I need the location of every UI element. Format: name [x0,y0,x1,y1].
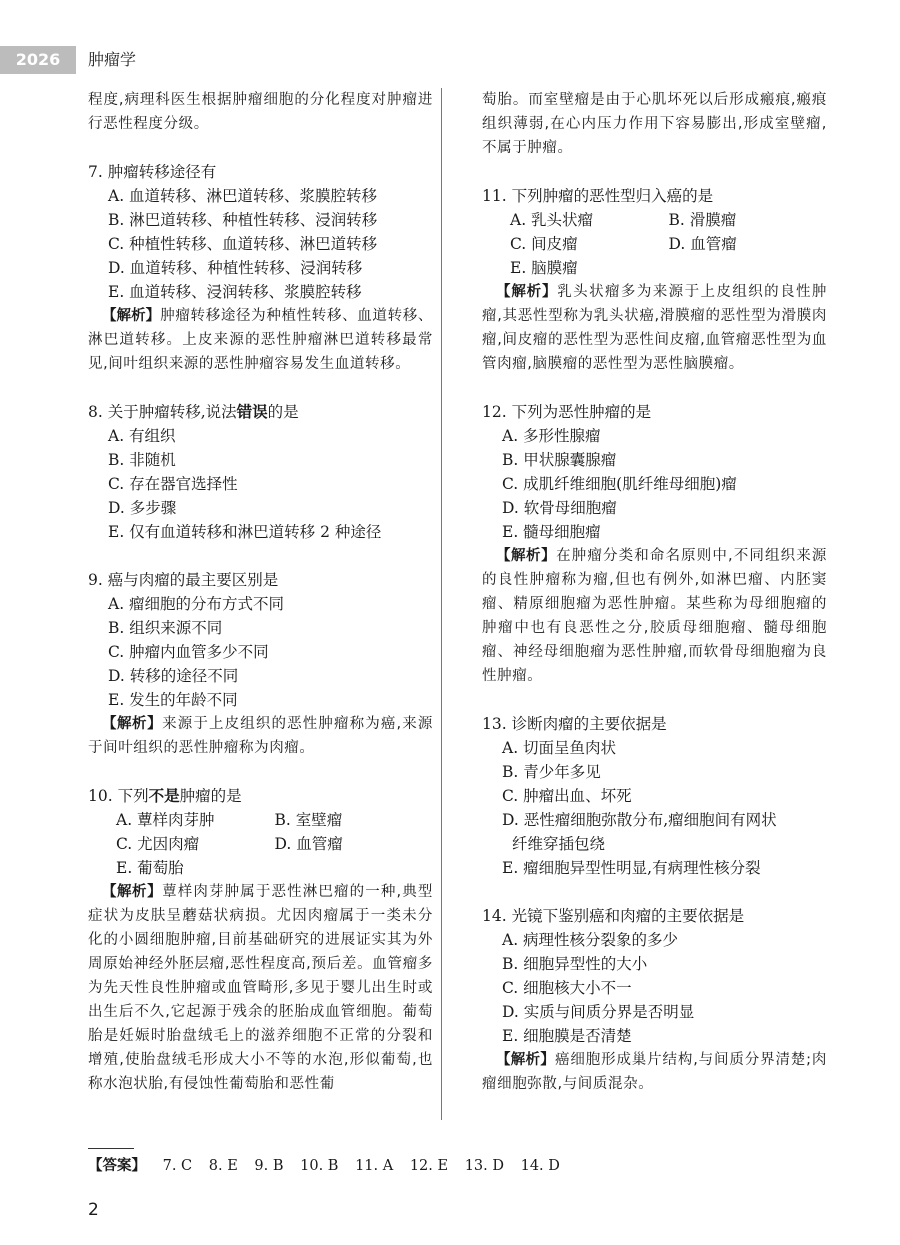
option-a: A. 多形性腺瘤 [502,427,601,445]
option-b: B. 淋巴道转移、种植性转移、浸润转移 [108,211,378,229]
answer-item: 9. B [254,1158,284,1174]
explanation-text: 在肿瘤分类和命名原则中,不同组织来源的良性肿瘤称为瘤,但也有例外,如淋巴瘤、内胚窦瘤、精原细胞瘤为恶性肿瘤。某些称为母细胞瘤的肿瘤中也有良恶性之分,胶质母细胞瘤、髓母细胞瘤、神经母细胞瘤为恶性肿瘤,而软骨母细胞瘤为良性肿瘤。 [482,548,828,684]
option-c: C. 存在器官选择性 [108,475,238,493]
right-column [482,88,827,1096]
intro-continuation: 程度,病理科医生根据肿瘤细胞的分化程度对肿瘤进行恶性程度分级。 [88,92,433,132]
option-e: E. 瘤细胞异型性明显,有病理性核分裂 [502,859,761,877]
option-a: A. 血道转移、淋巴道转移、浆膜腔转移 [108,187,378,205]
question-stem [88,400,433,424]
question-9 [88,568,433,760]
option-a: A. 病理性核分裂象的多少 [502,931,679,949]
option-e: E. 葡萄胎 [116,859,184,877]
explanation [482,280,827,376]
explanation-label: 【解析】 [496,548,557,564]
option-c: C. 细胞核大小不一 [502,979,632,997]
option-row [116,832,433,856]
option-d: D. 实质与间质分界是否明显 [502,1003,695,1021]
explanation-label: 【解析】 [496,284,558,300]
question-11 [482,184,827,376]
answer-item: 7. C [162,1158,193,1174]
running-title: 肿瘤学 [88,50,137,69]
option-d: D. 血管瘤 [668,235,737,253]
option-c: C. 肿瘤出血、坏死 [502,787,632,805]
question-7 [88,160,433,376]
option-d: D. 软骨母细胞瘤 [502,499,617,517]
column-divider [441,88,442,1120]
explanation-text: 来源于上皮组织的恶性肿瘤称为癌,来源于间叶组织的恶性肿瘤称为肉瘤。 [88,716,434,756]
question-stem: 13. 诊断肉瘤的主要依据是 [482,715,667,733]
question-stem [88,784,433,808]
explanation-text: 癌细胞形成巢片结构,与间质分界清楚;肉瘤细胞弥散,与间质混杂。 [482,1052,828,1092]
explanation-label: 【解析】 [496,1052,556,1068]
option-row [510,232,827,256]
option-b: B. 甲状腺囊腺瘤 [502,451,617,469]
year-badge: 2026 [0,46,76,74]
answer-item: 14. D [520,1158,560,1174]
question-12 [482,400,827,688]
stem-emphasis: 错误 [236,402,268,421]
answer-item: 10. B [300,1158,339,1174]
option-e: E. 发生的年龄不同 [108,691,238,709]
stem-text: 的是 [267,403,299,421]
explanation-continuation: 萄胎。而室壁瘤是由于心肌坏死以后形成瘢痕,瘢痕组织薄弱,在心内压力作用下容易膨出,形成室壁瘤,不属于肿瘤。 [482,92,827,156]
option-b: B. 滑膜瘤 [668,211,737,229]
option-e: E. 血道转移、浸润转移、浆膜腔转移 [108,283,362,301]
explanation [482,1048,827,1096]
option-e: E. 细胞膜是否清楚 [502,1027,632,1045]
explanation [88,304,433,376]
option-c: C. 成肌纤维细胞(肌纤维母细胞)瘤 [502,475,737,493]
option-d: D. 血管瘤 [274,835,343,853]
option-e: E. 髓母细胞瘤 [502,523,601,541]
question-14 [482,904,827,1096]
option-e: E. 脑膜瘤 [510,259,578,277]
question-8 [88,400,433,544]
option-d-continuation: 纤维穿插包绕 [512,835,606,853]
option-row [510,208,827,232]
option-b: B. 青少年多见 [502,763,601,781]
stem-text: 10. 下列 [88,787,149,805]
page-number: 2 [88,1200,99,1220]
question-stem: 12. 下列为恶性肿瘤的是 [482,403,652,421]
stem-text: 8. 关于肿瘤转移,说法 [88,403,237,421]
option-row [116,856,433,880]
explanation-text: 蕈样肉芽肿属于恶性淋巴瘤的一种,典型症状为皮肤呈蘑菇状病损。尤因肉瘤属于一类未分化的小圆细胞肿瘤,目前基础研究的进展证实其为外周原始神经外胚层瘤,恶性程度高,预后差。血管瘤多为先天性良性肿瘤或血管畸形,多见于婴儿出生时或出生后不久,它起源于残余的胚胎成血管细胞。葡萄胎是妊娠时胎盘绒毛上的滋养细胞不正常的分裂和增殖,使胎盘绒毛形成大小不等的水泡,形似葡萄,也称水泡状胎,有侵蚀性葡萄胎和恶性葡 [88,884,434,1092]
explanation-label: 【解析】 [102,884,163,900]
explanation [88,880,433,1096]
option-b: B. 细胞异型性的大小 [502,955,648,973]
option-d: D. 恶性瘤细胞弥散分布,瘤细胞间有网状 [502,811,777,829]
option-b: B. 非随机 [108,451,176,469]
option-a: A. 蕈样肉芽肿 [116,811,215,829]
explanation-text: 肿瘤转移途径为种植性转移、血道转移、淋巴道转移。上皮来源的恶性肿瘤淋巴道转移最常见,间叶组织来源的恶性肿瘤容易发生血道转移。 [88,308,433,372]
answer-item: 13. D [464,1158,504,1174]
explanation-text: 乳头状瘤多为来源于上皮组织的良性肿瘤,其恶性型称为乳头状癌,滑膜瘤的恶性型为滑膜肉瘤,间皮瘤的恶性型为恶性间皮瘤,血管瘤恶性型为血管肉瘤,脑膜瘤的恶性型为恶性脑膜瘤。 [482,284,828,372]
explanation-label: 【解析】 [102,716,163,732]
option-a: A. 瘤细胞的分布方式不同 [108,595,285,613]
option-a: A. 乳头状瘤 [510,211,594,229]
option-c: C. 间皮瘤 [510,235,578,253]
left-column [88,88,433,1096]
answer-item: 11. A [355,1158,394,1174]
option-d: D. 血道转移、种植性转移、浸润转移 [108,259,363,277]
question-stem: 11. 下列肿瘤的恶性型归入癌的是 [482,187,714,205]
question-stem: 14. 光镜下鉴别癌和肉瘤的主要依据是 [482,907,745,925]
answer-label: 【答案】 [88,1158,146,1174]
question-13 [482,712,827,880]
option-d: D. 多步骤 [108,499,177,517]
option-a: A. 切面呈鱼肉状 [502,739,617,757]
question-stem: 7. 肿瘤转移途径有 [88,163,217,181]
explanation [88,712,433,760]
stem-text: 肿瘤的是 [179,787,242,805]
option-d: D. 转移的途径不同 [108,667,239,685]
option-c: C. 尤因肉瘤 [116,835,200,853]
stem-emphasis: 不是 [148,786,180,805]
option-b: B. 组织来源不同 [108,619,223,637]
option-c: C. 肿瘤内血管多少不同 [108,643,269,661]
explanation [482,544,827,688]
option-c: C. 种植性转移、血道转移、淋巴道转移 [108,235,378,253]
answer-item: 8. E [208,1158,238,1174]
option-row [510,256,827,280]
question-stem: 9. 癌与肉瘤的最主要区别是 [88,571,279,589]
explanation-label: 【解析】 [102,308,161,324]
option-row [116,808,433,832]
option-a: A. 有组织 [108,427,176,445]
option-e: E. 仅有血道转移和淋巴道转移 2 种途径 [108,523,382,541]
answer-item: 12. E [409,1158,449,1174]
answer-key [88,1154,560,1178]
answer-rule [88,1148,134,1149]
question-10 [88,784,433,1096]
option-b: B. 室壁瘤 [274,811,343,829]
